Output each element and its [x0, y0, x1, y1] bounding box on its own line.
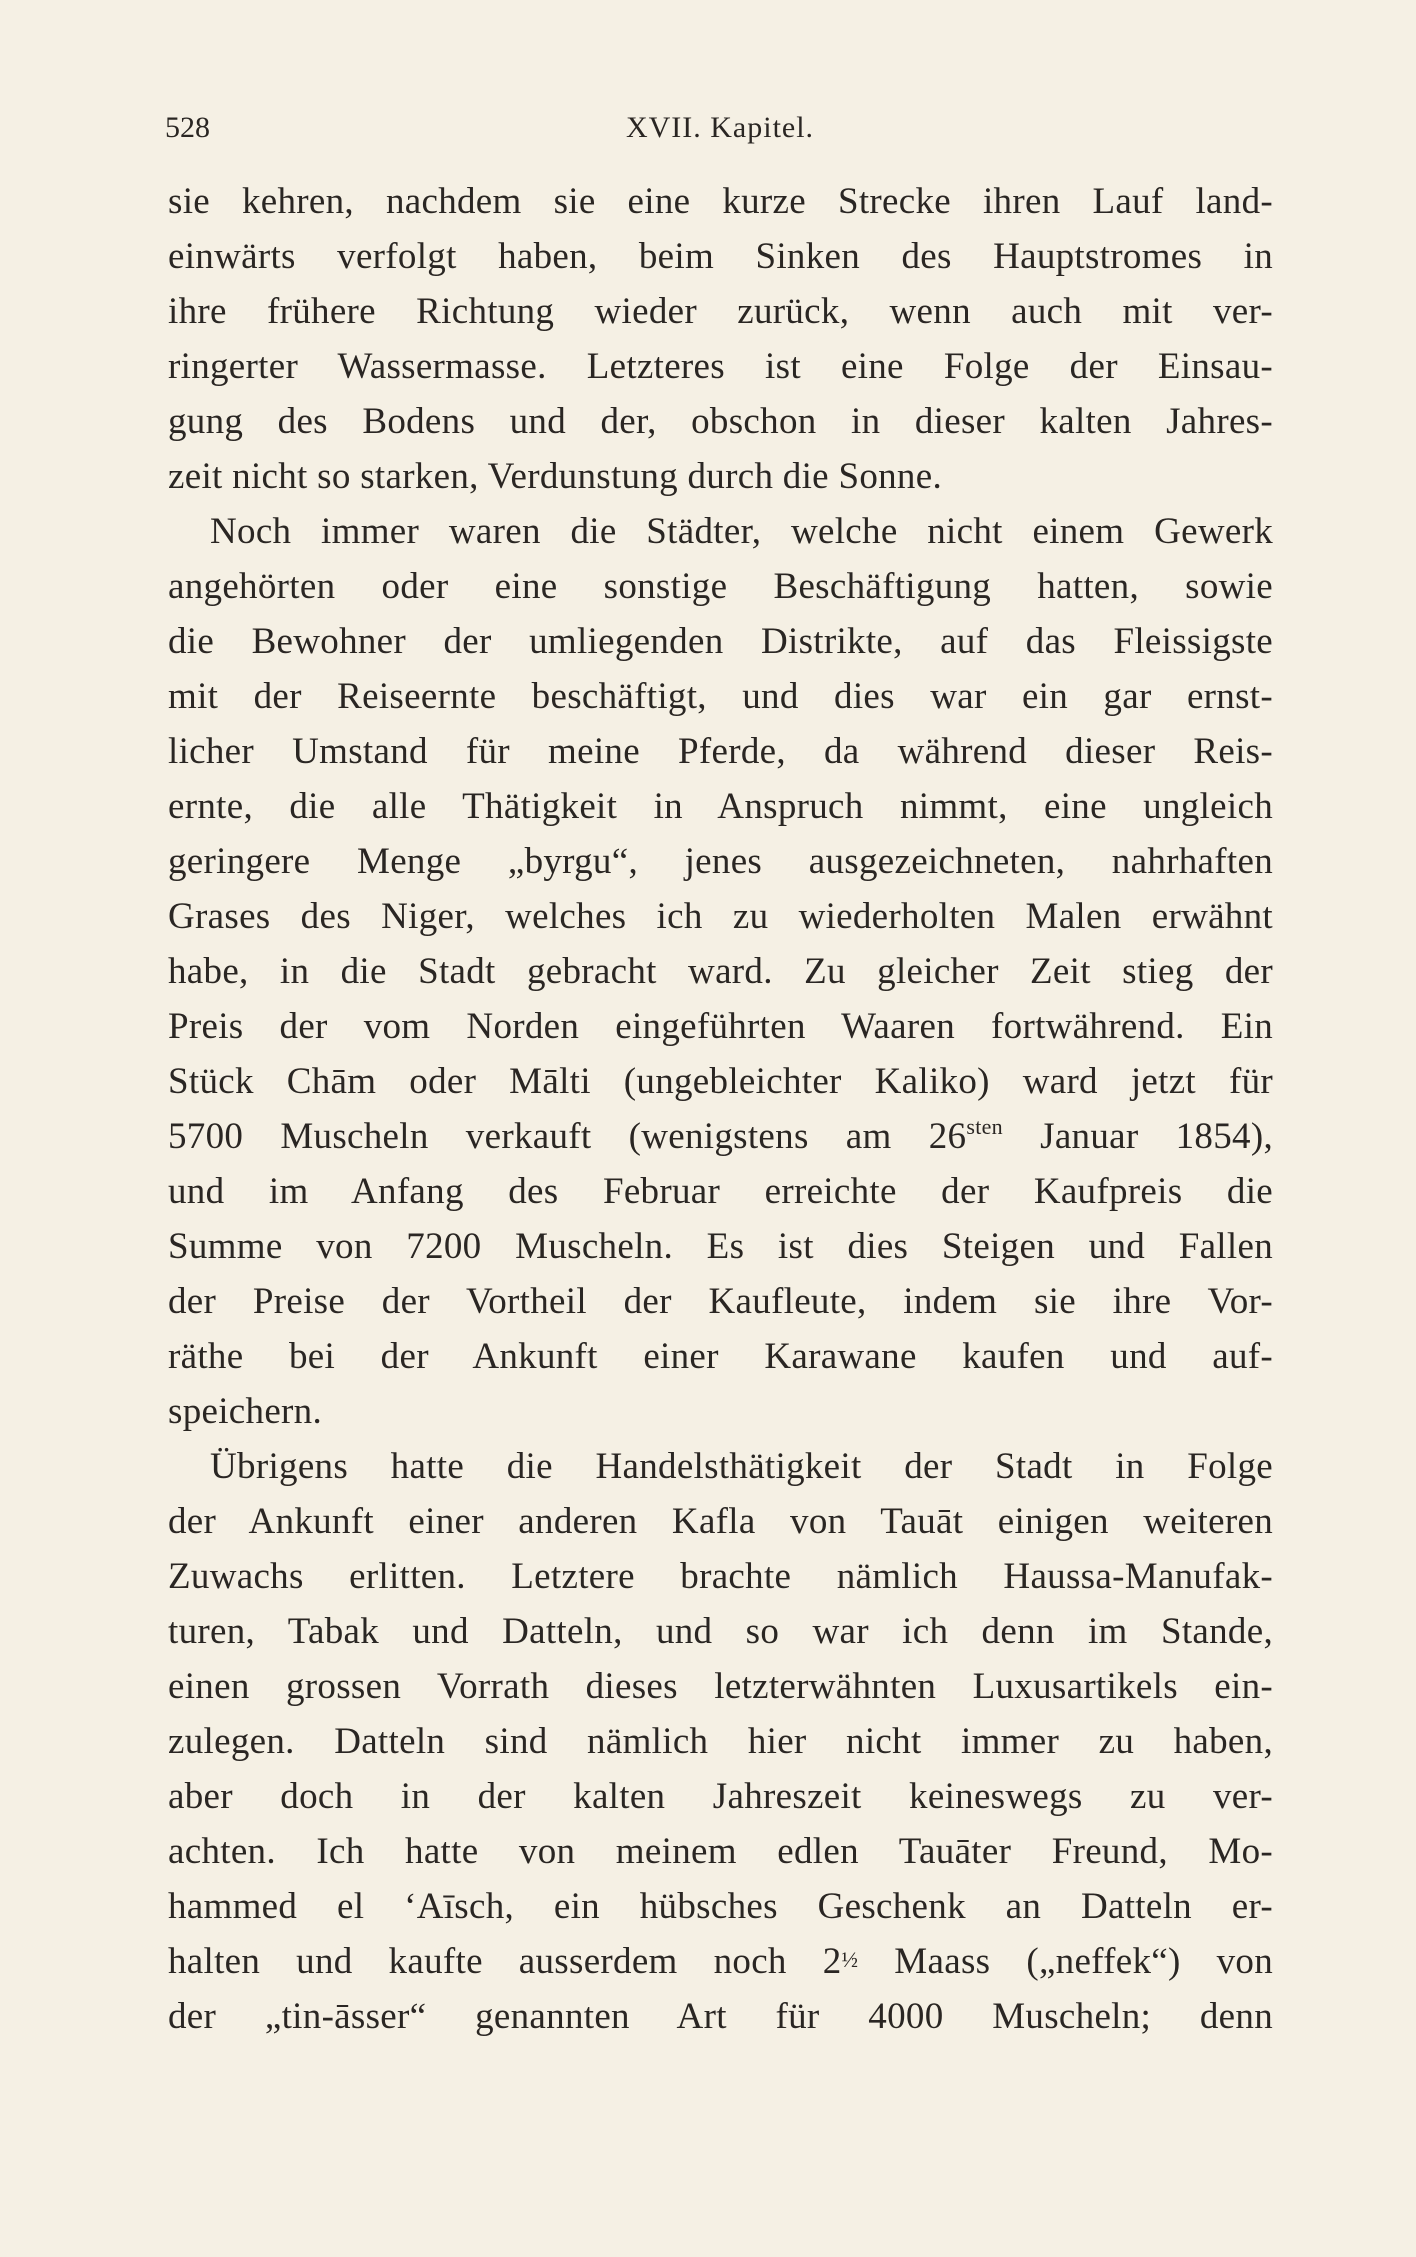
text-segment: Maass („neffek“) von	[858, 1941, 1273, 1982]
text-line: gung des Bodens und der, obschon in dieser kalten Jahres-	[168, 401, 1273, 442]
text-line: der Ankunft einer anderen Kafla von Tauāt einigen weiteren	[168, 1501, 1273, 1542]
text-line: ringerter Wassermasse. Letzteres ist eine Folge der Einsau-	[168, 346, 1273, 387]
text-line: ernte, die alle Thätigkeit in Anspruch nimmt, eine ungleich	[168, 786, 1273, 827]
text-line: habe, in die Stadt gebracht ward. Zu gleicher Zeit stieg der	[168, 951, 1273, 992]
text-line: aber doch in der kalten Jahreszeit keineswegs zu ver-	[168, 1776, 1273, 1817]
chapter-title: XVII. Kapitel.	[625, 111, 815, 144]
text-line: der Preise der Vortheil der Kaufleute, indem sie ihre Vor-	[168, 1281, 1273, 1322]
text-segment: halten und kaufte ausserdem noch 2	[168, 1941, 842, 1982]
text-segment: Januar 1854),	[1002, 1116, 1273, 1157]
text-line: zulegen. Datteln sind nämlich hier nicht immer zu haben,	[168, 1721, 1273, 1762]
text-line: Summe von 7200 Muscheln. Es ist dies Steigen und Fallen	[168, 1226, 1273, 1267]
text-line: geringere Menge „byrgu“, jenes ausgezeichneten, nahrhaften	[168, 841, 1273, 882]
text-line: angehörten oder eine sonstige Beschäftigung hatten, sowie	[168, 566, 1273, 607]
text-line: mit der Reiseernte beschäftigt, und dies war ein gar ernst-	[168, 676, 1273, 717]
text-line: Grases des Niger, welches ich zu wiederholten Malen erwähnt	[168, 896, 1273, 937]
text-line: turen, Tabak und Datteln, und so war ich denn im Stande,	[168, 1611, 1273, 1652]
text-line: der „tin-āsser“ genannten Art für 4000 Muscheln; denn	[168, 1996, 1273, 2037]
text-line: achten. Ich hatte von meinem edlen Tauāter Freund, Mo-	[168, 1831, 1273, 1872]
text-line: speichern.	[168, 1391, 323, 1432]
text-line: Noch immer waren die Städter, welche nicht einem Gewerk	[210, 511, 1273, 552]
text-line: räthe bei der Ankunft einer Karawane kaufen und auf-	[168, 1336, 1273, 1377]
fraction: ½	[841, 1947, 859, 1972]
page-number: 528	[165, 111, 210, 144]
running-head	[165, 108, 1275, 148]
body-text	[168, 174, 1273, 2044]
text-line: hammed el ‘Aīsch, ein hübsches Geschenk an Datteln er-	[168, 1886, 1273, 1927]
text-line: einwärts verfolgt haben, beim Sinken des Hauptstromes in	[168, 236, 1273, 277]
text-line: ihre frühere Richtung wieder zurück, wenn auch mit ver-	[168, 291, 1273, 332]
text-line: Zuwachs erlitten. Letztere brachte nämlich Haussa-Manufak-	[168, 1556, 1273, 1597]
text-segment: 5700 Muscheln verkauft (wenigstens am 26	[168, 1116, 967, 1157]
superscript: sten	[966, 1114, 1003, 1139]
text-line: die Bewohner der umliegenden Distrikte, auf das Fleissigste	[168, 621, 1273, 662]
text-line: sie kehren, nachdem sie eine kurze Strecke ihren Lauf land-	[168, 181, 1273, 222]
text-line-with-fraction	[168, 1934, 1273, 1989]
text-line: Stück Chām oder Mālti (ungebleichter Kaliko) ward jetzt für	[168, 1061, 1273, 1102]
text-line: Übrigens hatte die Handelsthätigkeit der Stadt in Folge	[210, 1446, 1273, 1487]
text-line-with-superscript	[168, 1109, 1273, 1164]
text-line: Preis der vom Norden eingeführten Waaren fortwährend. Ein	[168, 1006, 1273, 1047]
text-line: licher Umstand für meine Pferde, da während dieser Reis-	[168, 731, 1273, 772]
text-line: zeit nicht so starken, Verdunstung durch die Sonne.	[168, 456, 942, 497]
text-line: und im Anfang des Februar erreichte der Kaufpreis die	[168, 1171, 1273, 1212]
text-line: einen grossen Vorrath dieses letzterwähnten Luxusartikels ein-	[168, 1666, 1273, 1707]
